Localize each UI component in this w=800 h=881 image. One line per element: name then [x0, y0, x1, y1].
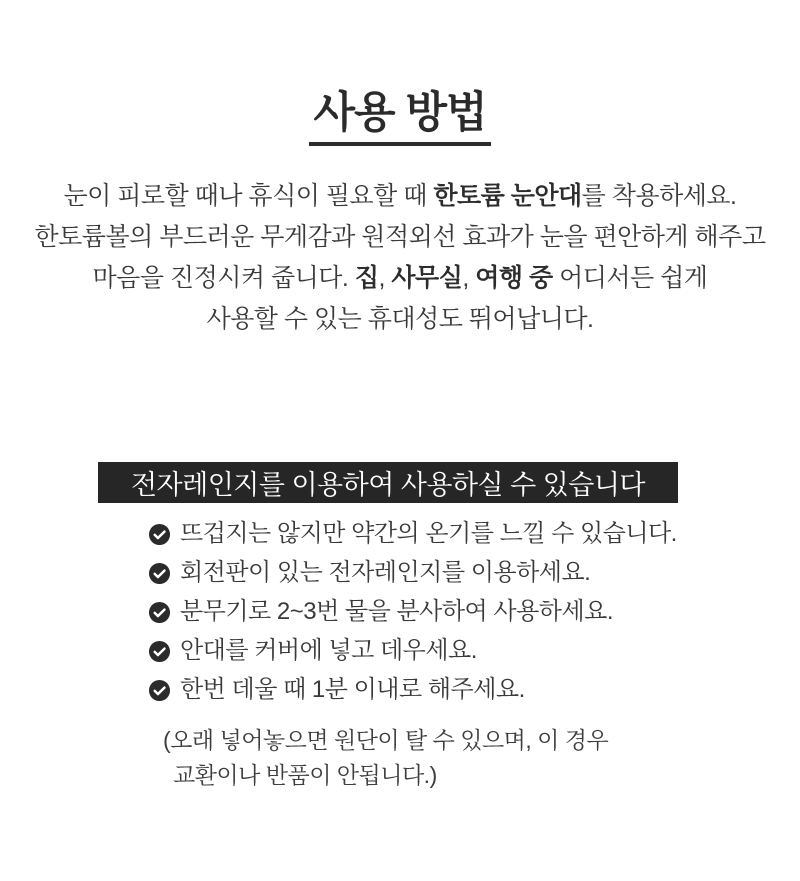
checklist-item: [148, 598, 758, 626]
microwave-banner: [98, 462, 678, 503]
checklist-item-text: 안대를 커버에 넣고 데우세요.: [180, 637, 477, 664]
checklist-item-text: 분무기로 2~3번 물을 분사하여 사용하세요.: [180, 598, 613, 625]
checklist-item: [148, 637, 758, 665]
title-section: [0, 90, 800, 146]
checklist-item-text: 회전판이 있는 전자레인지를 이용하세요.: [180, 559, 591, 586]
checklist-item-text: 한번 데울 때 1분 이내로 해주세요.: [180, 676, 525, 703]
intro-text-segment: ,: [378, 264, 392, 292]
intro-text-segment: 를 착용하세요.: [581, 182, 737, 210]
check-circle-icon: [148, 601, 171, 624]
checklist-item: [148, 559, 758, 587]
intro-bold-segment: 사무실: [391, 264, 463, 292]
checklist-item-text: 뜨겁지는 않지만 약간의 온기를 느낄 수 있습니다.: [180, 520, 677, 547]
caution-note: [148, 723, 758, 793]
intro-line-2: 한토륨볼의 부드러운 무게감과 원적외선 효과가 눈을 편안하게 해주고: [34, 223, 766, 251]
check-circle-icon: [148, 523, 171, 546]
checklist-item: [148, 520, 758, 548]
banner-text: 전자레인지를 이용하여 사용하실 수 있습니다: [130, 470, 646, 500]
caution-note-line-2: 교환이나 반품이 안됩니다.): [173, 762, 437, 788]
intro-text-segment: 어디서든 쉽게: [552, 264, 708, 292]
intro-line-1: [0, 176, 800, 217]
intro-bold-segment: 한토륨 눈안대: [433, 182, 582, 210]
check-circle-icon: [148, 679, 171, 702]
check-circle-icon: [148, 640, 171, 663]
intro-paragraph: [0, 176, 800, 340]
usage-checklist: [148, 520, 758, 793]
checklist-item: [148, 676, 758, 704]
intro-text-segment: ,: [462, 264, 476, 292]
intro-bold-segment: 여행 중: [475, 264, 553, 292]
intro-text-segment: 마음을 진정시켜 줍니다.: [92, 264, 355, 292]
intro-bold-segment: 집: [354, 264, 379, 292]
page-title: 사용 방법: [309, 90, 490, 146]
intro-line-4: 사용할 수 있는 휴대성도 뛰어납니다.: [206, 305, 594, 333]
intro-line-3: [0, 258, 800, 299]
intro-text-segment: 눈이 피로할 때나 휴식이 필요할 때: [63, 182, 434, 210]
caution-note-line-1: (오래 넣어놓으면 원단이 탈 수 있으며, 이 경우: [163, 727, 609, 753]
check-circle-icon: [148, 562, 171, 585]
